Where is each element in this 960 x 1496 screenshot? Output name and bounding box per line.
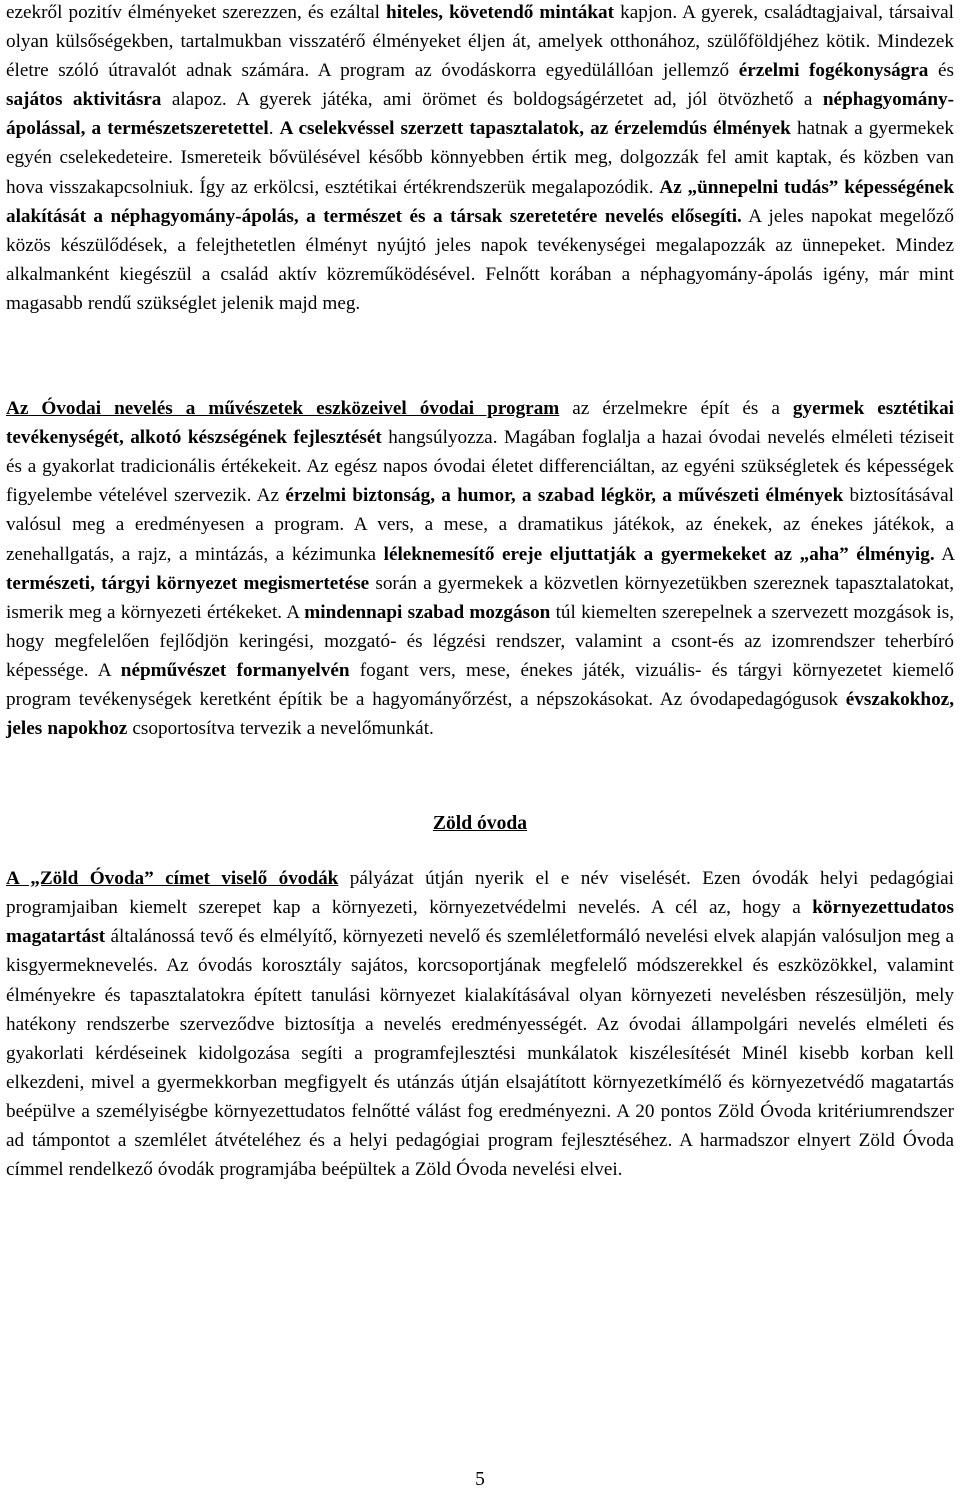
text-run: sajátos aktivitásra [6, 89, 162, 111]
text-run: évszakokhoz, jeles napokhoz [6, 688, 954, 740]
text-run: mindennapi szabad mozgáson [304, 601, 551, 623]
text-run: csoportosítva tervezik a nevelőmunkát. [127, 718, 434, 740]
document-page [6, 0, 954, 1184]
text-run: A jeles napokat megelőző közös készülődések, a felejthetetlen élményt nyújtó jeles napok tevékenységei megalapozzák az ünnepeket. Mindez alkalmanként kiegészül a család aktív közreműködésével. Felnőtt korában a néphagyomány-ápolás igény, már mint magasabb rendű szükséglet jelenik majd meg. [6, 205, 954, 314]
text-run: ezekről pozitív élményeket szerezzen, és ezáltal [6, 2, 387, 23]
text-run: általánossá tevő és elmélyítő, környezeti nevelő és szemléletformáló nevelési elvek alapján valósuljon meg a kisgyermeknevelés. Az óvodás korosztály sajátos, korcsoportjának megfelelő módszerekkel és eszközökkel, valamint élményekre és tapasztalatokra épített tanulási környezet kialakításával olyan környezeti nevelésben részesüljön, mely hatékony rendszerbe szerveződve biztosítja a nevelés eredményességét. Az óvodai állampolgári nevelés elméleti és gyakorlati kérdéseinek kidolgozása segíti a programfejlesztési munkálatok kiszélesítését Minél kisebb korban kell elkezdeni, mivel a gyermekkorban megfigyelt és utánzás útján elsajátított környezetkímélő és környezetvédő magatartás beépülve a személyiségbe környezettudatos felnőtté válást fog eredményezni. A 20 pontos Zöld Óvoda kritériumrendszer ad támpontot a szemlélet átvételéhez és a helyi pedagógiai program fejlesztéséhez. A harmadszor elnyert Zöld Óvoda címmel rendelkező óvodák programjába beépültek a Zöld Óvoda nevelési elvei. [6, 926, 954, 1181]
text-run: A cselekvéssel szerzett tapasztalatok, az érzelemdús élmények [279, 118, 791, 140]
text-run: népművészet formanyelvén [120, 659, 350, 681]
text-run: kapjon. A gyerek, családtagjaival, társaival olyan külsőségekben, tartalmukban visszatérő élményeket éljen át, amelyek otthonához, szülőföldjéhez kötik. Mindezek életre szóló útravalót adnak számára. A program az óvodáskorra egyedülállóan jellemző [6, 2, 954, 82]
text-run: hatnak a gyermekek egyén cselekedeteire. Ismereteik bővülésével később könnyebben értik meg, dolgozzák fel amit kaptak, és közben van hova visszakapcsolniuk. Így az erkölcsi, esztétikai értékrendszerük megalapozódik. [6, 118, 954, 198]
text-run: és [928, 60, 954, 82]
text-run: A [934, 543, 954, 565]
text-run: . [268, 118, 280, 140]
section-title-zold-ovoda: Zöld óvoda [432, 813, 528, 835]
text-run: érzelmi biztonság, a humor, a szabad légkör, a művészeti élmények [285, 485, 844, 507]
paragraph-muveszeti-program [6, 394, 954, 743]
text-run: gyermek esztétikai tevékenységét, alkotó készségének fejlesztését [6, 398, 954, 449]
text-run: A „Zöld Óvoda” címet viselő óvodák [6, 868, 339, 890]
text-run: Az Óvodai nevelés a művészetek eszközeivel óvodai program [6, 398, 560, 420]
text-run: természeti, tárgyi környezet megismertetése [6, 572, 370, 594]
text-run: hangsúlyozza. Magában foglalja a hazai óvodai nevelés elméleti téziseit és a gyakorlat tradicionális értékekeit. Az egész napos óvodai életet differenciáltan, az egyéni szükségletek és képességek figyelembe vételével szervezik. Az [6, 427, 954, 507]
text-run: alapoz. A gyerek játéka, ami örömet és boldogságérzetet ad, jól ötvözhető a [161, 89, 823, 111]
text-run: túl kiemelten szerepelnek a szervezett mozgások is, hogy megfelelően fejlődjön keringési, mozgató- és légzési rendszer, valamint a csont-és az izomrendszer teherbíró képessége. A [6, 601, 954, 681]
text-run: biztosításával valósul meg a eredményesen a program. A vers, a mese, a dramatikus játékok, az énekek, az énekes játékok, a zenehallgatás, a rajz, a mintázás, a kézimunka [6, 485, 954, 565]
paragraph-spacer [6, 318, 954, 394]
text-run: néphagyomány-ápolással, a természetszeretettel [6, 89, 955, 140]
text-run: léleknemesítő ereje eljuttatják a gyermekeket az „aha” élményig. [383, 543, 935, 565]
text-run: Az „ünnepelni tudás” képességének alakítását a néphagyomány-ápolás, a természet és a társak szeretetére nevelés elősegíti. [6, 176, 954, 227]
text-run: fogant vers, mese, énekes játék, vizuális- és tárgyi környezetet kiemelő program tevékenységek keretként építik be a hagyományőrzést, a népszokásokat. Az óvodapedagógusok [6, 659, 954, 710]
text-run: környezettudatos magatartást [6, 897, 954, 948]
paragraph-hagyomany [6, 0, 954, 318]
text-run: pályázat útján nyerik el e név viselését. Ezen óvodák helyi pedagógiai programjaiban kiemelt szerepet kap a környezeti, környezetvédelmi nevelés. A cél az, hogy a [6, 868, 954, 919]
text-run: érzelmi fogékonyságra [738, 60, 929, 82]
section-spacer [6, 743, 954, 809]
paragraph-zold-ovoda [6, 864, 954, 1184]
text-run: az érzelmekre épít és a [559, 398, 793, 420]
page-number: 5 [475, 1469, 485, 1490]
title-spacer [6, 839, 954, 864]
text-run: hiteles, követendő mintákat [386, 2, 615, 23]
text-run: során a gyermekek a közvetlen környezetükben szereznek tapasztalatokat, ismerik meg a környezeti értékeket. A [6, 572, 954, 623]
